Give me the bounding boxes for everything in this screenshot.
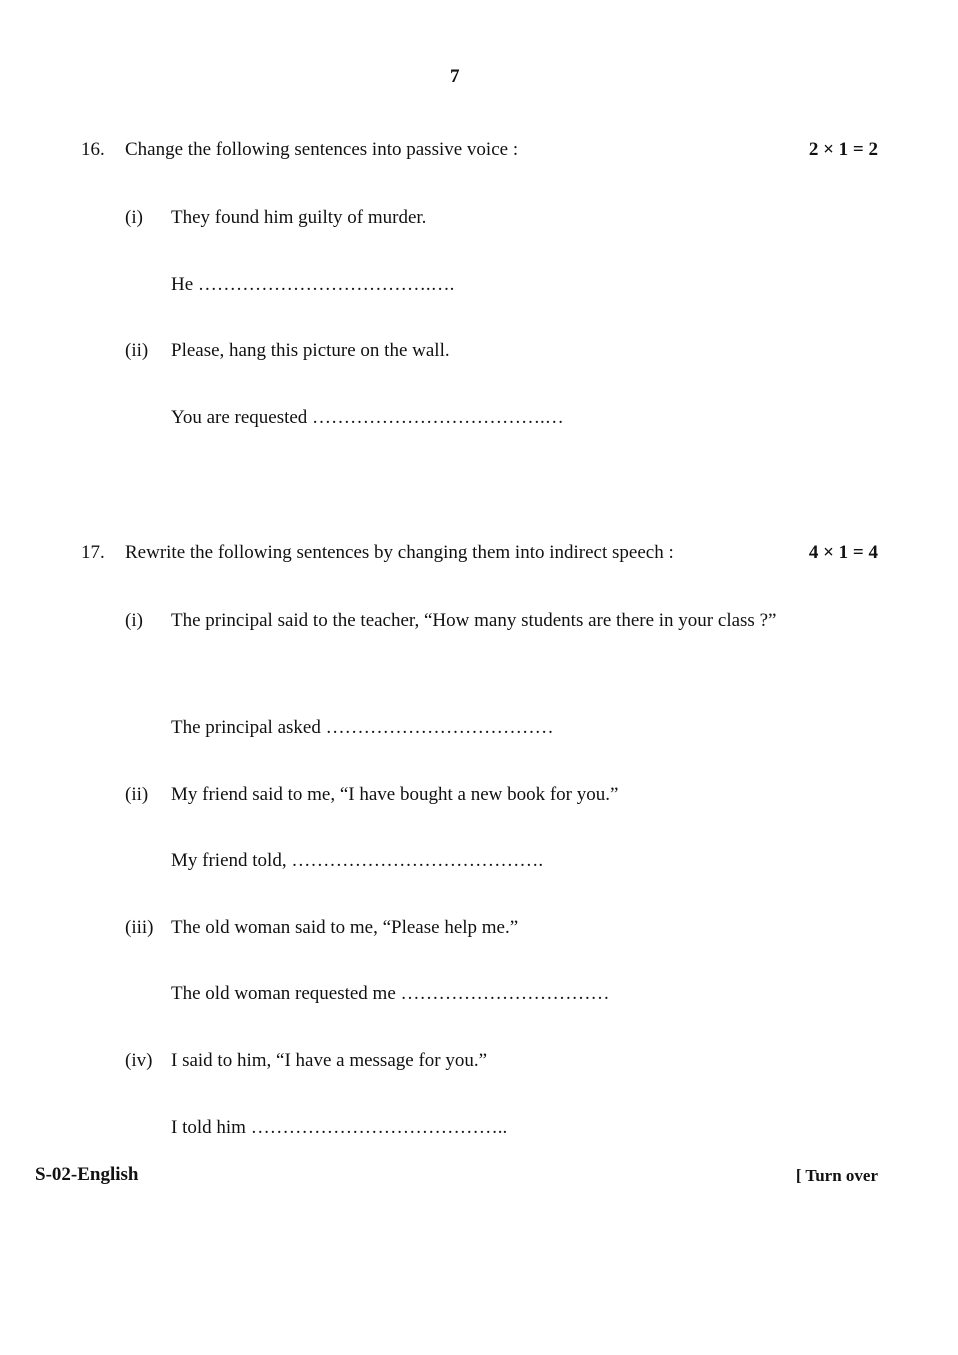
item-label: (ii)	[125, 340, 149, 361]
answer-line: The principal asked ………………………………	[171, 717, 554, 738]
question-marks: 4 × 1 = 4	[808, 542, 878, 563]
item-sentence: Please, hang this picture on the wall.	[171, 340, 450, 361]
item-sentence: I said to him, “I have a message for you.”	[171, 1050, 488, 1071]
answer-line: My friend told, ………………………………….	[171, 850, 544, 871]
question-prompt: Rewrite the following sentences by changing them into indirect speech :	[125, 542, 674, 563]
item-label: (i)	[125, 207, 143, 228]
answer-line: You are requested ……………………………….…	[171, 407, 564, 428]
item-label: (iii)	[125, 917, 154, 938]
answer-line: The old woman requested me ……………………………	[171, 983, 610, 1004]
question-prompt: Change the following sentences into passive voice :	[125, 139, 519, 160]
question-marks: 2 × 1 = 2	[808, 139, 878, 160]
item-sentence: The old woman said to me, “Please help me.”	[171, 917, 519, 938]
page-number: 7	[450, 66, 460, 87]
item-sentence: The principal said to the teacher, “How many students are there in your class ?”	[171, 610, 777, 631]
item-sentence: My friend said to me, “I have bought a new book for you.”	[171, 784, 619, 805]
turn-over: [ Turn over	[795, 1166, 878, 1185]
item-label: (ii)	[125, 784, 149, 805]
question-number: 16.	[81, 139, 105, 160]
paper-code: S-02-English	[35, 1164, 139, 1185]
item-sentence: They found him guilty of murder.	[171, 207, 427, 228]
item-label: (iv)	[125, 1050, 153, 1071]
answer-line: He ……………………………….….	[171, 274, 455, 295]
question-number: 17.	[81, 542, 105, 563]
item-label: (i)	[125, 610, 143, 631]
answer-line: I told him …………………………………..	[171, 1117, 508, 1138]
